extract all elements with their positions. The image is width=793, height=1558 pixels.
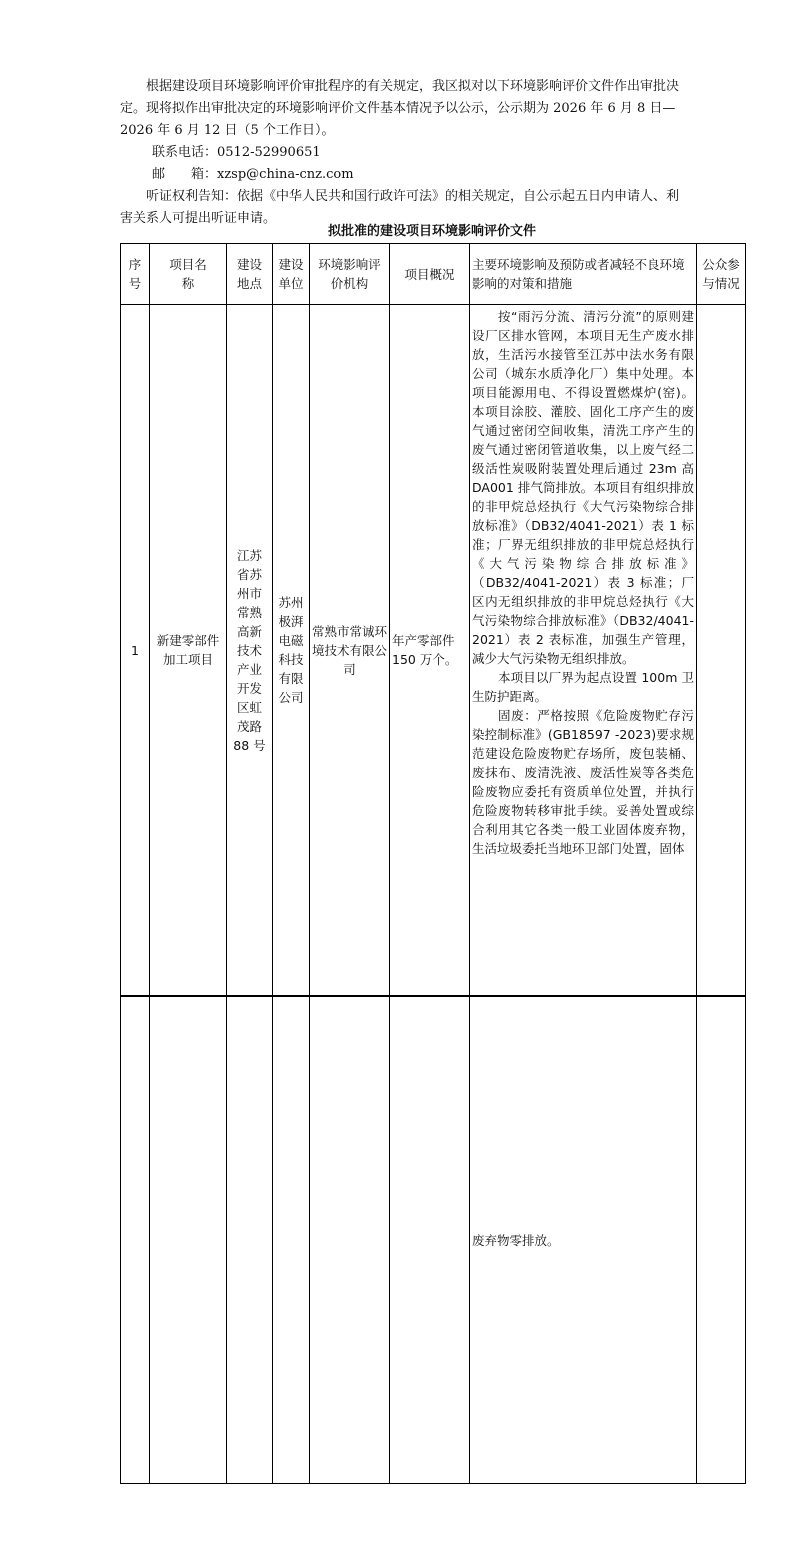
project-table	[120, 243, 746, 1484]
cell-measures	[470, 305, 697, 997]
header-unit: 建设单位	[273, 244, 310, 305]
cell-no: 1	[121, 305, 150, 997]
table-title: 拟批准的建设项目环境影响评价文件	[327, 224, 536, 239]
table-row	[121, 305, 746, 997]
header-name: 项目名称	[150, 244, 227, 305]
header-measures: 主要环境影响及预防或者减轻不良环境影响的对策和措施	[470, 244, 697, 305]
header-location: 建设地点	[227, 244, 273, 305]
header-overview: 项目概况	[390, 244, 470, 305]
measures-paragraph-water-air: 按“雨污分流、清污分流”的原则建设厂区排水管网，本项目无生产废水排放，生活污水接管至江苏中法水务有限公司（城东水质净化厂）集中处理。本项目能源用电、不得设置燃煤炉(窑)。本项目涂胶、灌胶、固化工序产生的废气通过密闭空间收集，清洗工序产生的废气通过密闭管道收集，以上废气经二级活性炭吸附装置处理后通过 23m 高 DA001 排气筒排放。本项目有组织排放的非甲烷总烃执行《大气污染物综合排放标准》（DB32/4041-2021）表 1 标准；厂界无组织排放的非甲烷总烃执行《大气污染物综合排放标准》（DB32/4041-2021）表 3 标准；厂区内无组织排放的非甲烷总烃执行《大气污染物综合排放标准》（DB32/4041-2021）表 2 表标准，加强生产管理，减少大气污染物无组织排放。	[472, 309, 694, 666]
measures-paragraph-waste: 固废：严格按照《危险废物贮存污染控制标准》(GB18597 -2023)要求规范建设危险废物贮存场所，废包装桶、废抹布、废清洗液、废活性炭等各类危险废物应委托有资质单位处置，并执行危险废物转移审批手续。妥善处置或综合利用其它各类一般工业固体废弃物，生活垃圾委托当地环卫部门处置，固体	[472, 708, 694, 856]
cell-public	[697, 305, 746, 997]
contact-email: 邮 箱：xzsp@china-cnz.com	[152, 167, 354, 182]
cell-empty	[150, 996, 227, 1484]
contact-phone: 联系电话：0512-52990651	[152, 145, 321, 160]
cell-empty	[310, 996, 390, 1484]
table-header-row	[121, 244, 746, 305]
measures-paragraph-distance: 本项目以厂界为起点设置 100m 卫生防护距离。	[472, 670, 694, 704]
header-agency: 环境影响评价机构	[310, 244, 390, 305]
table-row-continuation	[121, 996, 746, 1484]
cell-empty	[390, 996, 470, 1484]
header-public: 公众参与情况	[697, 244, 746, 305]
cell-agency: 常熟市常诚环境技术有限公司	[310, 305, 390, 997]
cell-empty	[273, 996, 310, 1484]
hearing-notice: 听证权利告知：依据《中华人民共和国行政许可法》的相关规定，自公示起五日内申请人、利害关系人可提出听证申请。	[120, 189, 680, 226]
intro-section	[120, 76, 680, 230]
cell-measures-continuation: 废弃物零排放。	[470, 996, 697, 1484]
cell-unit: 苏州极湃电磁科技有限公司	[273, 305, 310, 997]
cell-empty	[227, 996, 273, 1484]
cell-name: 新建零部件加工项目	[150, 305, 227, 997]
cell-empty	[121, 996, 150, 1484]
cell-location: 江苏省苏州市常熟高新技术产业开发区虹茂路 88 号	[227, 305, 273, 997]
cell-empty	[697, 996, 746, 1484]
header-no: 序号	[121, 244, 150, 305]
intro-paragraph: 根据建设项目环境影响评价审批程序的有关规定，我区拟对以下环境影响评价文件作出审批决定。现将拟作出审批决定的环境影响评价文件基本情况予以公示，公示期为 2026 年 6 月 8 日—2026 年 6 月 12 日（5 个工作日）。	[120, 79, 680, 138]
cell-overview: 年产零部件 150 万个。	[390, 305, 470, 997]
